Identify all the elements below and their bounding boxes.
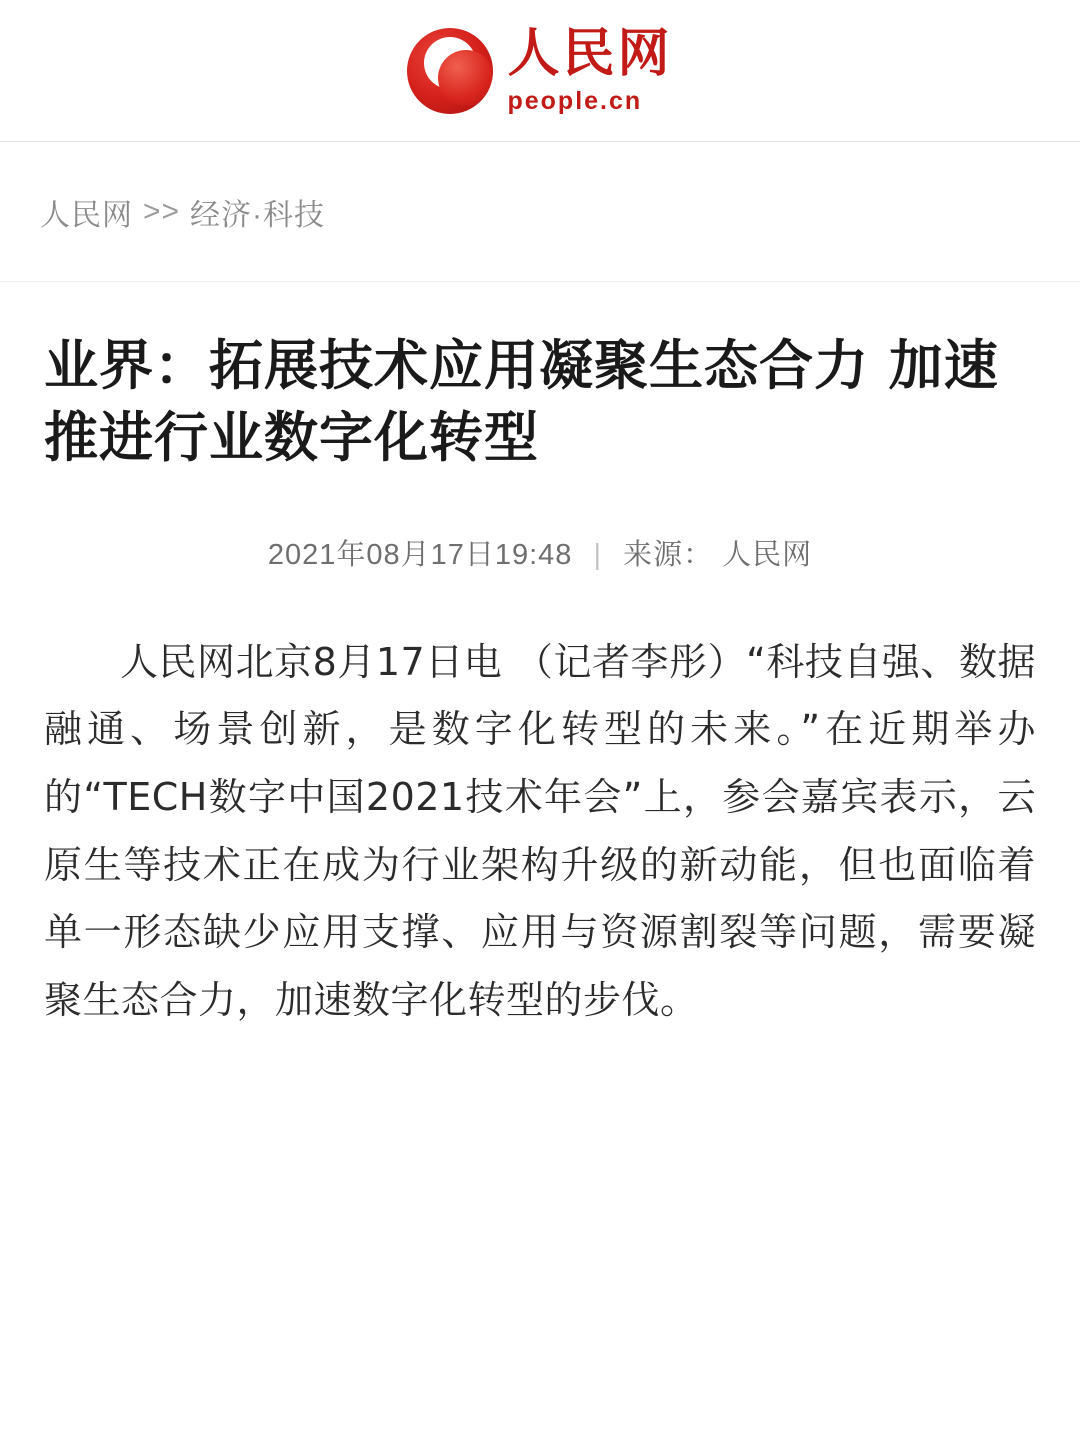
people-cn-logo-icon <box>407 28 493 114</box>
article-paragraph: 人民网北京8月17日电 （记者李彤）“科技自强、数据融通、场景创新，是数字化转型的未来。”在近期举办的“TECH数字中国2021技术年会”上，参会嘉宾表示，云原生等技术正在成为行业架构升级的新动能，但也面临着单一形态缺少应用支撑、应用与资源割裂等问题，需要凝聚生态合力，加速数字化转型的步伐。 <box>44 639 1036 1022</box>
breadcrumb-separator: >> <box>143 194 181 228</box>
site-header <box>0 0 1080 142</box>
article-meta <box>44 532 1036 573</box>
publish-datetime: 2021年08月17日19:48 <box>267 538 573 571</box>
page-title: 业界：拓展技术应用凝聚生态合力 加速推进行业数字化转型 <box>44 334 999 469</box>
logo-text-block <box>507 23 673 115</box>
logo-title-cn: 人民网 <box>507 23 673 84</box>
meta-divider: | <box>593 538 603 571</box>
article <box>0 282 1080 1034</box>
breadcrumb-item-home[interactable]: 人民网 <box>40 198 133 232</box>
breadcrumb-item-section[interactable]: 经济·科技 <box>190 198 326 232</box>
article-body <box>44 629 1036 1035</box>
logo-title-en: people.cn <box>507 86 643 115</box>
breadcrumb <box>0 142 1080 282</box>
source-label: 来源： <box>623 538 714 571</box>
site-logo[interactable] <box>407 23 673 115</box>
source-name[interactable]: 人民网 <box>722 538 813 571</box>
